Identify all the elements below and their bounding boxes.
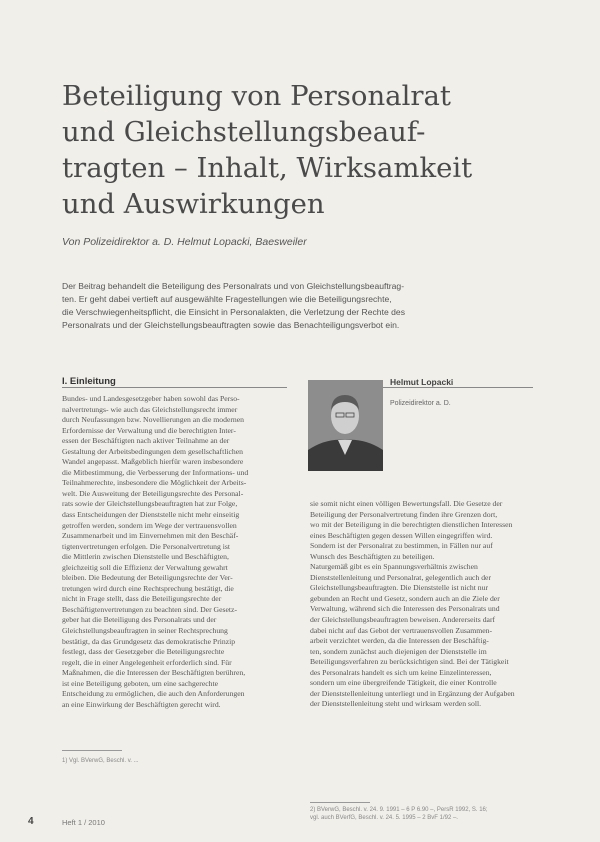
body-line: Erfordernisse der Verwaltung und die berechtigten Inter- [62, 425, 236, 435]
footnote [310, 806, 535, 822]
body-line: arbeit verzichtet werden, da die Interessen der Beschäftig- [310, 636, 489, 646]
body-line: geber hat die Beteiligung des Personalrats und der [62, 615, 217, 625]
body-line: Teilnahmerechte, insbesondere die Möglichkeit der Arbeits- [62, 478, 247, 488]
body-line: Naturgemäß gibt es ein Spannungsverhältnis zwischen [310, 562, 478, 572]
abstract-line: Der Beitrag behandelt die Beteiligung des Personalrats und von Gleichstellungsbeauftrag- [62, 281, 405, 291]
body-line: des Personalrats handelt es sich um keine Einzelinteressen, [310, 667, 492, 677]
body-line: eines Beschäftigten gegen dessen Willen eingegriffen wird. [310, 530, 493, 540]
body-line: Entscheidung zu ermöglichen, die auch den Anforderungen [62, 689, 245, 699]
body-line: gebunden an Recht und Gesetz, sondern auch an die Ziele der [310, 593, 500, 603]
body-line: essen der Beschäftigten nach aktiver Teilnahme an der [62, 436, 230, 446]
body-line: regelt, die in einer Angelegenheit erforderlich sind. Für [62, 657, 232, 667]
author-role: Polizeidirektor a. D. [390, 400, 451, 407]
body-line: der Gleichstellungsbeauftragten beweisen. Andererseits darf [310, 615, 496, 625]
title-line: und Gleichstellungsbeauf- [62, 116, 426, 148]
author-photo [308, 380, 383, 471]
body-line: welt. Die Ausweitung der Beteiligungsrechte des Personal- [62, 488, 244, 498]
body-line: rats sowie der Gleichstellungsbeauftragten hat zur Folge, [62, 499, 238, 509]
body-line: nicht in Frage stellt, dass die Beteiligungsrechte der [62, 594, 222, 604]
author-byline: Von Polizeidirektor a. D. Helmut Lopacki, Baesweiler [62, 236, 307, 248]
page-number: 4 [28, 816, 34, 827]
body-line: Gleichstellungsbeauftragten in seiner Rechtsprechung [62, 626, 228, 636]
body-line: sondern um eine übergreifende Tätigkeit, die einer Kontrolle [310, 678, 497, 688]
body-line: die Mitbestimmung, die Verbesserung der Informations- und [62, 467, 249, 477]
body-line: tigtenvertretungen erfolgen. Die Personalvertretung ist [62, 541, 231, 551]
body-line: Verwaltung, während sich die Interessen des Personalrats und [310, 604, 500, 614]
footnote-line: 2) BVerwG, Beschl. v. 24. 9. 1991 – 6 P 6.90 –, PersR 1992, S. 16; [310, 807, 488, 813]
body-line: nalvertretungs- wie auch das Gleichstellungsrecht immer [62, 404, 238, 414]
issue-label: Heft 1 / 2010 [62, 818, 105, 827]
body-line: Beschäftigtenvertretungen zu beachten sind. Der Gesetz- [62, 604, 238, 614]
abstract [62, 280, 532, 332]
abstract-line: die Verschwiegenheitspflicht, die Einsicht in Personalakten, die Verletzung der Rechte des [62, 307, 405, 317]
footnote-line: vgl. auch BVerfG, Beschl. v. 24. 5. 1995 – 2 BvF 1/92 –. [310, 815, 458, 821]
body-line: Wandel angepasst. Maßgeblich hierfür waren insbesondere [62, 457, 244, 467]
body-line: wo mit der Beteiligung in die berechtigten dienstlichen Interessen [310, 520, 513, 530]
body-line: die Mittlerin zwischen Dienststelle und Beschäftigten, [62, 552, 229, 562]
body-line: Dienststellenleitung und Personalrat, gelegentlich auch der [310, 572, 492, 582]
body-line: Maßnahmen, die die Interessen der Beschäftigten berühren, [62, 668, 246, 678]
body-line: der Dienststellenleitung unterliegt und in Ergänzung der Aufgaben [310, 688, 515, 698]
body-line: Gestaltung der Arbeitsbedingungen dem gesellschaftlichen [62, 446, 244, 456]
section-heading: I. Einleitung [62, 376, 116, 387]
title-line: tragten – Inhalt, Wirksamkeit [62, 152, 473, 184]
footnote-rule [310, 802, 370, 803]
article-title [62, 78, 532, 222]
body-line: durch Neufassungen bzw. Novellierungen an die modernen [62, 415, 245, 425]
title-line: Beteiligung von Personalrat [62, 80, 451, 112]
author-name: Helmut Lopacki [390, 377, 454, 387]
body-line: tretungen wird durch eine Rechtsprechung bestätigt, die [62, 583, 234, 593]
body-column-right [310, 499, 538, 710]
footnote: 1) Vgl. BVerwG, Beschl. v. ... [62, 758, 139, 764]
body-line: gleichzeitig soll die Effizienz der Verwaltung gewahrt [62, 562, 228, 572]
body-line: bleiben. Die Bedeutung der Beteiligungsrechte der Ver- [62, 573, 233, 583]
footnote-rule [62, 750, 122, 751]
body-column-left [62, 394, 290, 710]
body-line: Bundes- und Landesgesetzgeber haben sowohl das Perso- [62, 394, 240, 403]
title-line: und Auswirkungen [62, 188, 325, 220]
body-line: ten, sondern zunächst auch diejenigen der Dienststelle im [310, 646, 487, 656]
body-line: getroffen werden, sondern im Wege der vertrauensvollen [62, 520, 237, 530]
body-line: sie somit nicht einen völligen Bewertungsfall. Die Gesetze der [310, 499, 503, 508]
body-line: Beteiligung der Personalvertretung finden ihre Grenzen dort, [310, 509, 498, 519]
body-line: Wunsch des Beschäftigten zu beteiligen. [310, 551, 435, 561]
body-line: ist eine Beteiligung geboten, um eine sachgerechte [62, 678, 219, 688]
body-line: bestätigt, da das Grundgesetz das demokratische Prinzip [62, 636, 236, 646]
body-line: festlegt, dass der Gesetzgeber die Beteiligungsrechte [62, 647, 225, 657]
abstract-line: Personalrats und der Gleichstellungsbeauftragten sowie das Benachteiligungsverbot ein. [62, 320, 400, 330]
body-line: der Dienststellenleitung steht und wirksam werden soll. [310, 699, 482, 709]
body-line: dass Entscheidungen der Dienststelle nicht mehr einseitig [62, 510, 240, 520]
body-line: an eine Einwirkung der Beschäftigten gerecht wird. [62, 699, 221, 709]
body-line: dabei nicht auf das Gebot der vertrauensvollen Zusammen- [310, 625, 493, 635]
body-line: Sondern ist der Personalrat zu bestimmen, in Fällen nur auf [310, 541, 493, 551]
body-line: Beteiligungsverfahren zu berücksichtigen sind. Bei der Tätigkeit [310, 657, 509, 667]
body-line: Gleichstellungsbeauftragten. Die Dienststelle ist nicht nur [310, 583, 489, 593]
abstract-line: ten. Er geht dabei vertieft auf ausgewählte Fragestellungen wie die Beteiligungsrechte, [62, 294, 392, 304]
body-line: Zusammenarbeit und im Einvernehmen mit den Beschäf- [62, 531, 239, 541]
section-rule [62, 387, 287, 388]
